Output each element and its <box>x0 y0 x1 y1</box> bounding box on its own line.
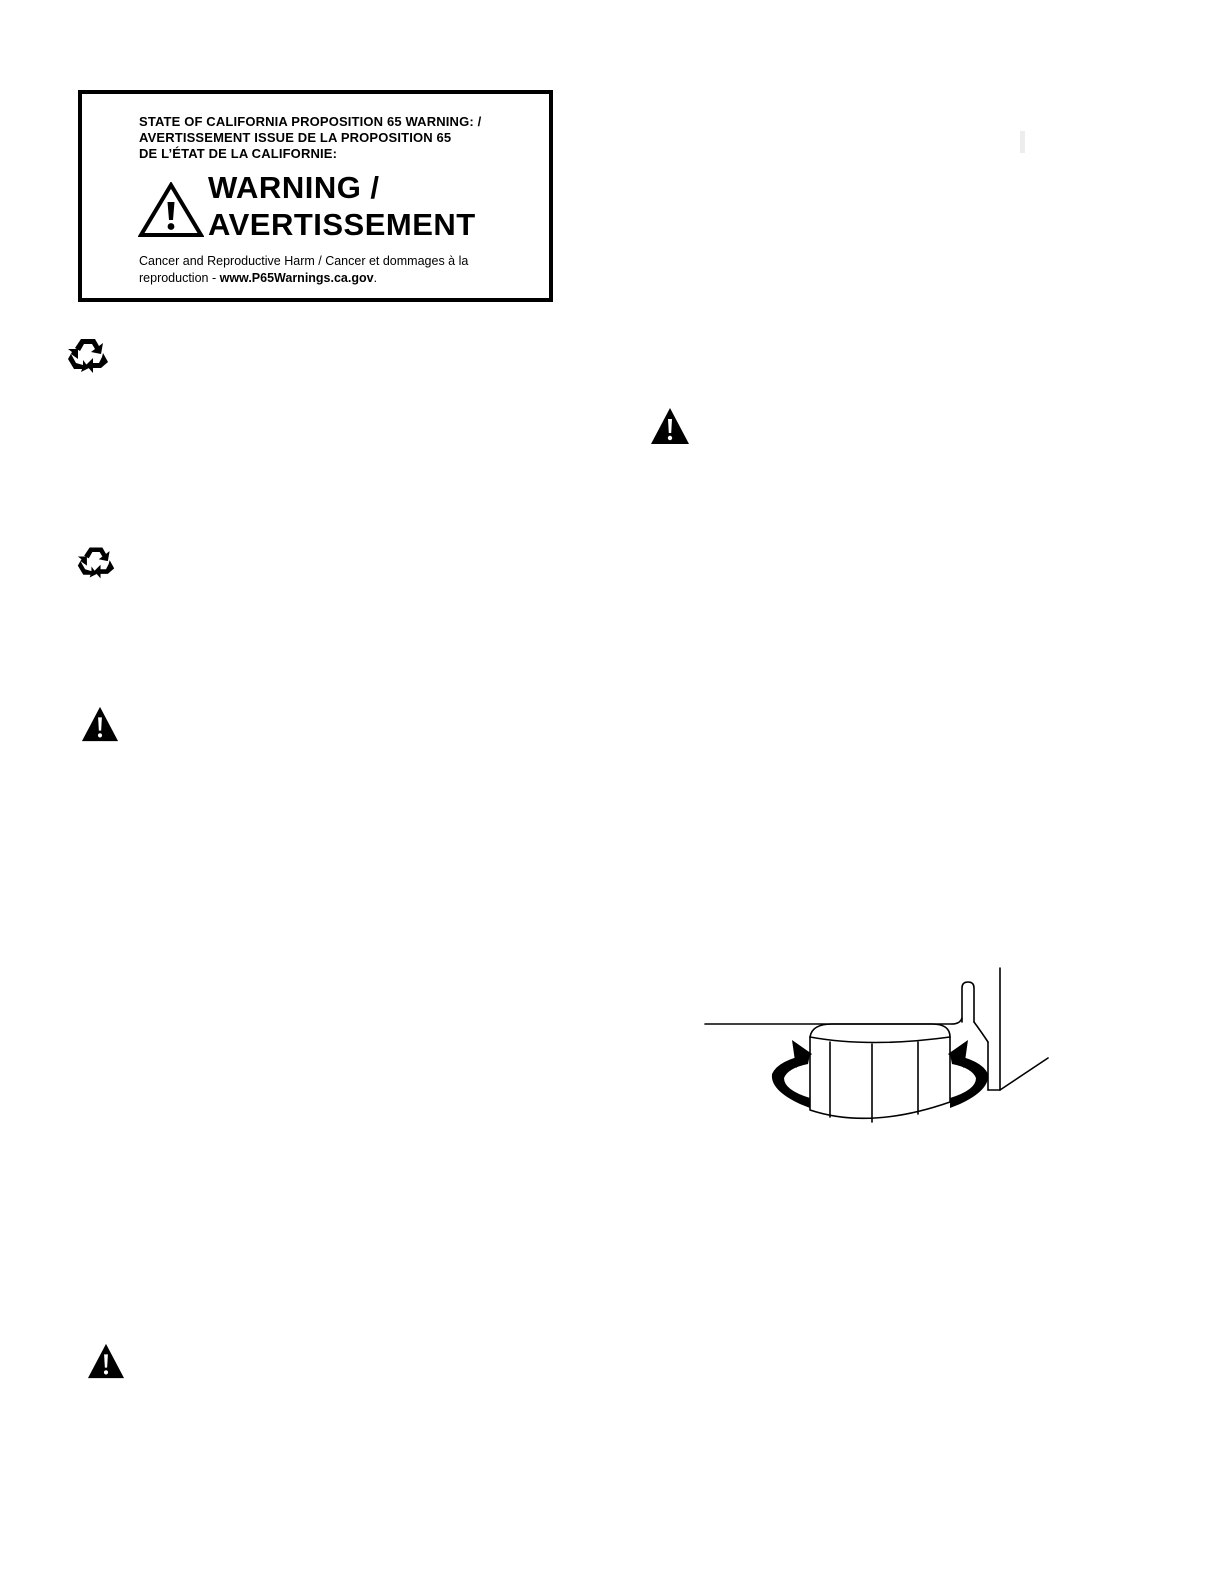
warning-icon <box>649 406 691 446</box>
p65-website-link[interactable]: www.P65Warnings.ca.gov <box>219 271 374 285</box>
recycle-icon <box>66 335 110 375</box>
margin-mark <box>1020 131 1025 153</box>
leveling-leg-illustration <box>700 962 1060 1132</box>
label-body-line-2 <box>139 270 377 286</box>
label-heading-line-2: AVERTISSEMENT ISSUE DE LA PROPOSITION 65 <box>139 130 452 145</box>
prop65-warning-label <box>78 90 553 302</box>
label-body-suffix: . <box>373 271 378 285</box>
warning-triangle-icon <box>138 182 204 238</box>
label-body-line-1: Cancer and Reproductive Harm / Cancer et dommages à la <box>139 254 469 268</box>
warning-icon <box>85 1342 127 1380</box>
label-body-prefix: reproduction - <box>139 271 220 285</box>
label-heading-line-1: STATE OF CALIFORNIA PROPOSITION 65 WARNING: / <box>139 114 482 129</box>
recycle-icon <box>76 543 116 581</box>
label-heading-line-3: DE L’ÉTAT DE LA CALIFORNIE: <box>139 146 338 161</box>
label-title-line-1: WARNING / <box>208 170 380 205</box>
warning-icon <box>79 705 121 743</box>
label-title-line-2: AVERTISSEMENT <box>208 207 476 242</box>
